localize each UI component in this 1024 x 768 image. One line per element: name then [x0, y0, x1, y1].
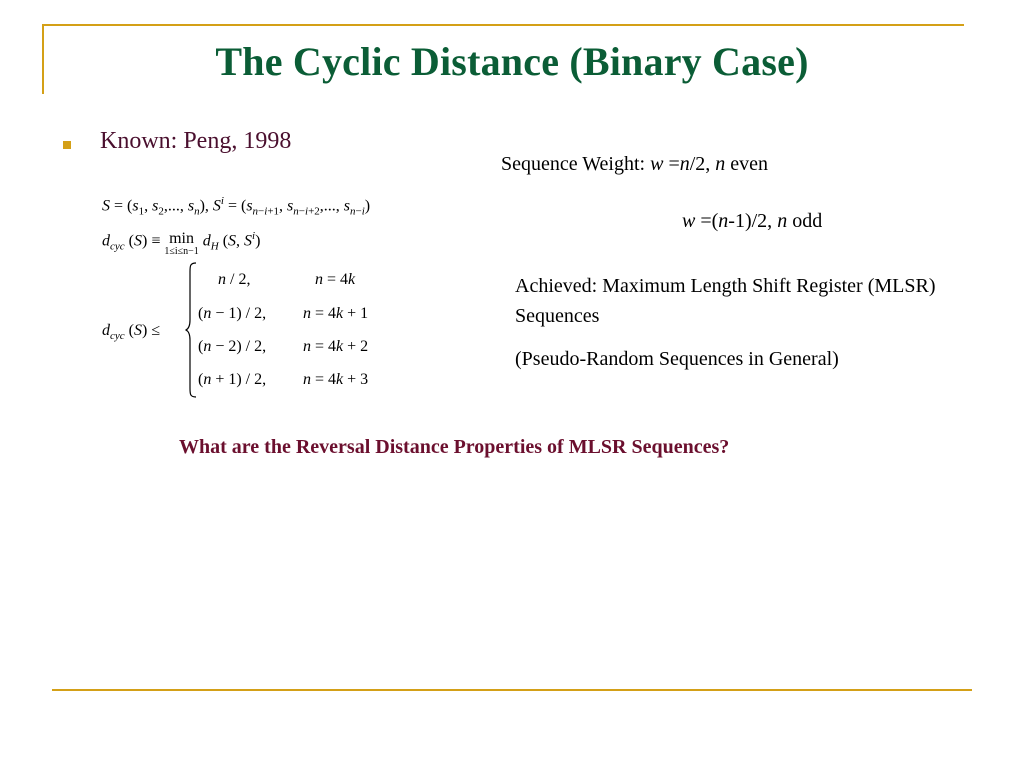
slide-title: The Cyclic Distance (Binary Case) [215, 39, 809, 84]
sequence-weight-even: Sequence Weight: w =n/2, n even [501, 153, 769, 175]
achieved-text: Achieved: Maximum Length Shift Register (MLSR) Sequences [515, 275, 936, 327]
bullet-known: Known: Peng, 1998 [100, 128, 292, 154]
bottom-rule [52, 689, 972, 691]
case-cond-2: n = 4k + 1 [303, 305, 369, 322]
sequence-weight-odd: w =(n-1)/2, n odd [682, 210, 823, 232]
case-row-3: (n − 2) / 2, [198, 338, 267, 355]
formula-bound-lhs: $d_{cyc}$ (S) ≤ [102, 322, 161, 343]
left-brace-icon [185, 262, 197, 398]
case-row-1: n / 2, [218, 271, 251, 288]
question-text: What are the Reversal Distance Properties of MLSR Sequences? [179, 436, 730, 458]
case-cond-1: n = 4k [315, 271, 356, 288]
case-row-4: (n + 1) / 2, [198, 371, 267, 388]
case-cond-3: n = 4k + 2 [303, 338, 369, 355]
min-operator: min 1≤i≤n−1 [164, 230, 199, 257]
case-row-2: (n − 1) / 2, [198, 305, 267, 322]
case-cond-4: n = 4k + 3 [303, 371, 369, 388]
top-rule [42, 24, 964, 26]
bullet-square-icon [63, 141, 71, 149]
pseudo-random-text: (Pseudo-Random Sequences in General) [515, 348, 839, 370]
formula-sequence-definition: $S = (s_1$, $s_2$,..., $s_n$), $S^i = (s_{n-i+1}$, $s_{n-i+2}$,..., $s_{n-i}$) [102, 195, 371, 218]
formula-cyclic-distance: $d_{cyc}$ (S) ≡ min 1≤i≤n−1 $d_H$ (S, $S^i$) [102, 230, 261, 257]
